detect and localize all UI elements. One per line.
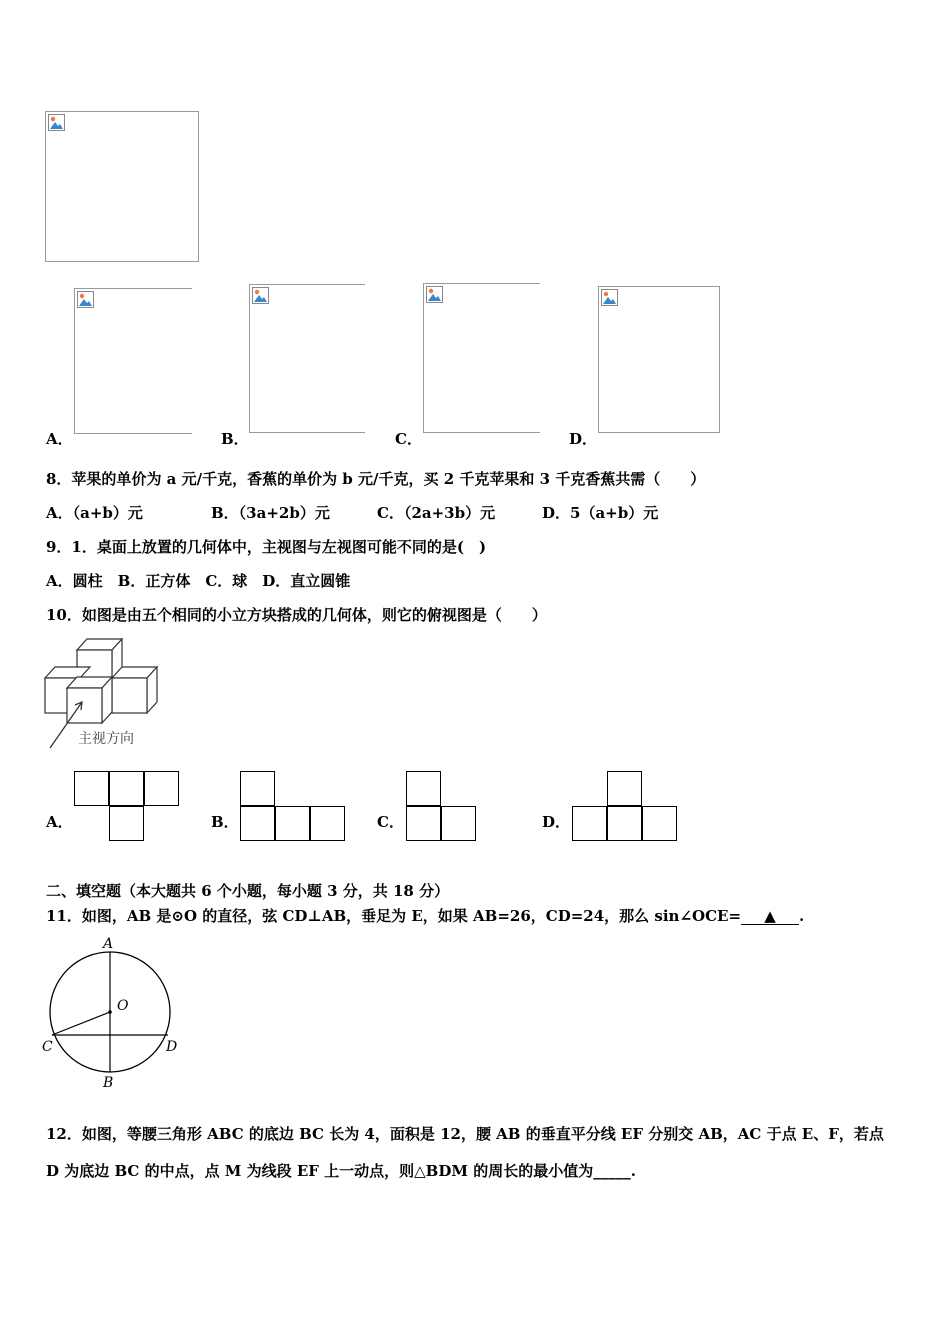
q8-option-d: D．5（a+b）元 [542, 504, 659, 522]
broken-image-icon [48, 114, 65, 131]
q11-end: . [799, 907, 805, 925]
q7-option-d-image [598, 286, 720, 433]
q7-option-d-label: D． [569, 430, 598, 448]
broken-image-icon [77, 291, 94, 308]
q10-option-b-label: B． [211, 813, 239, 831]
broken-image-icon [601, 289, 618, 306]
q11-label-d: D [166, 1039, 178, 1055]
q11-label-c: C [42, 1039, 53, 1055]
q8-stem: 8．苹果的单价为 a 元/千克，香蕉的单价为 b 元/千克，买 2 千克苹果和 3 千克香蕉共需（ ） [46, 470, 706, 488]
q8-option-c: C．（2a+3b）元 [377, 504, 496, 522]
q7-option-c-label: C． [395, 430, 422, 448]
q11-label-o: O [117, 998, 129, 1014]
q12-line2: D 为底边 BC 的中点，点 M 为线段 EF 上一动点，则△BDM 的周长的最小值为_____. [46, 1162, 636, 1180]
q10-option-d-label: D． [542, 813, 571, 831]
q11-answer-blank [741, 908, 799, 925]
q7-option-a-label: A． [46, 430, 73, 448]
q7-option-b-label: B． [221, 430, 249, 448]
q12-line1: 12．如图，等腰三角形 ABC 的底边 BC 长为 4，面积是 12，腰 AB 的垂直平分线 EF 分别交 AB，AC 于点 E、F，若点 [46, 1125, 884, 1143]
q11-stem: 11．如图，AB 是⊙O 的直径，弦 CD⊥AB，垂足为 E，如果 AB=26，CD=24，那么 sin∠OCE= [46, 907, 742, 925]
q11-circle-figure [40, 934, 190, 1094]
q7-option-b-image [249, 284, 365, 433]
q7-figure-placeholder [45, 111, 199, 262]
q7-option-c-image [423, 283, 540, 433]
q10-option-c-label: C． [377, 813, 404, 831]
broken-image-icon [426, 286, 443, 303]
q10-view-direction-label: 主视方向 [78, 731, 134, 747]
q7-option-a-image [74, 288, 192, 434]
q11-stem-line [46, 906, 804, 926]
q10-stem: 10．如图是由五个相同的小立方块搭成的几何体，则它的俯视图是（ ） [46, 606, 547, 624]
q11-label-b: B [103, 1075, 114, 1091]
broken-image-icon [252, 287, 269, 304]
q8-option-b: B．（3a+2b）元 [211, 504, 330, 522]
q9-options: A．圆柱 B．正方体 C．球 D．直立圆锥 [46, 572, 351, 590]
q9-stem: 9．1．桌面上放置的几何体中，主视图与左视图可能不同的是( ) [46, 538, 487, 556]
q10-option-a-label: A． [46, 813, 73, 831]
q8-option-a: A．（a+b）元 [46, 504, 143, 522]
section2-heading: 二、填空题（本大题共 6 个小题，每小题 3 分，共 18 分） [46, 882, 450, 900]
q11-blank-mark: ▲ [764, 907, 776, 925]
q11-label-a: A [103, 936, 114, 952]
